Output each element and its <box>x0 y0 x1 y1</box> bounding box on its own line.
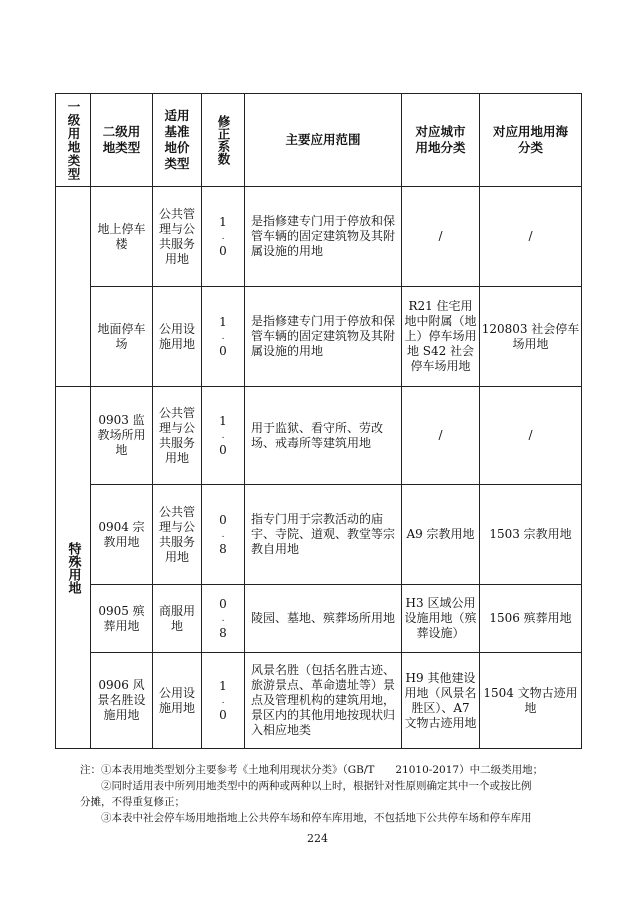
level2-cell: 地上停车楼 <box>91 187 153 287</box>
price-type-cell: 公用设施用地 <box>153 287 202 387</box>
coef-cell: 1 . 0 <box>202 653 245 749</box>
note-line: ②同时适用表中所列用地类型中的两种或两种以上时，根据针对性原则确定其中一个或按比例 <box>80 780 532 792</box>
scope-cell: 陵园、墓地、殡葬场所用地 <box>245 585 402 653</box>
note-line: ③本表中社会停车场用地指地上公共停车场和停车库用地，不包括地下公共停车场和停车库用 <box>80 812 532 824</box>
header-coef: 修正系数 <box>202 94 245 187</box>
price-type-cell: 公共管理与公共服务用地 <box>153 187 202 287</box>
level1-cell <box>56 187 91 387</box>
level2-cell: 0906 风景名胜设施用地 <box>91 653 153 749</box>
scope-cell: 是指修建专门用于停放和保管车辆的固定建筑物及其附属设施的用地 <box>245 187 402 287</box>
table-row <box>56 387 582 485</box>
price-type-cell: 商服用地 <box>153 585 202 653</box>
sea-class-cell: / <box>480 387 582 485</box>
sea-class-cell: / <box>480 187 582 287</box>
coef-cell: 0 . 8 <box>202 585 245 653</box>
header-level2: 二级用地类型 <box>91 94 153 187</box>
table-notes <box>80 762 560 826</box>
scope-cell: 风景名胜（包括名胜古迹、旅游景点、革命遗址等）景点及管理机构的建筑用地，景区内的其他用地按现状归入相应地类 <box>245 653 402 749</box>
level2-cell: 0904 宗教用地 <box>91 485 153 585</box>
header-price-type: 适用基准地价类型 <box>153 94 202 187</box>
city-class-cell: H9 其他建设用地（风景名胜区）、A7 文物古迹用地 <box>402 653 480 749</box>
scope-cell: 是指修建专门用于停放和保管车辆的固定建筑物及其附属设施的用地 <box>245 287 402 387</box>
table-row <box>56 287 582 387</box>
sea-class-cell: 120803 社会停车场用地 <box>480 287 582 387</box>
table-row <box>56 653 582 749</box>
city-class-cell: H3 区域公用设施用地（殡葬设施） <box>402 585 480 653</box>
header-level1: 一级用地类型 <box>56 94 91 187</box>
sea-class-cell: 1503 宗教用地 <box>480 485 582 585</box>
coef-cell: 1 . 0 <box>202 287 245 387</box>
note-line: 注：①本表用地类型划分主要参考《土地利用现状分类》（GB/T 21010-2017）中二级类用地； <box>80 764 544 776</box>
land-use-table <box>55 93 582 749</box>
header-sea-class: 对应用地用海分类 <box>480 94 582 187</box>
page-number: 224 <box>307 832 328 845</box>
city-class-cell: R21 住宅用地中附属（地上）停车场用地 S42 社会停车场用地 <box>402 287 480 387</box>
header-city-class: 对应城市用地分类 <box>402 94 480 187</box>
level1-cell: 特殊用地 <box>56 387 91 749</box>
table-row <box>56 585 582 653</box>
level2-cell: 0905 殡葬用地 <box>91 585 153 653</box>
coef-cell: 1 . 0 <box>202 387 245 485</box>
sea-class-cell: 1506 殡葬用地 <box>480 585 582 653</box>
price-type-cell: 公用设施用地 <box>153 653 202 749</box>
table-header-row <box>56 94 582 187</box>
table-row <box>56 187 582 287</box>
level2-cell: 0903 监教场所用地 <box>91 387 153 485</box>
city-class-cell: / <box>402 187 480 287</box>
coef-cell: 0 . 8 <box>202 485 245 585</box>
sea-class-cell: 1504 文物古迹用地 <box>480 653 582 749</box>
table-row <box>56 485 582 585</box>
city-class-cell: A9 宗教用地 <box>402 485 480 585</box>
city-class-cell: / <box>402 387 480 485</box>
note-line: 分摊，不得重复修正； <box>80 796 185 808</box>
price-type-cell: 公共管理与公共服务用地 <box>153 387 202 485</box>
scope-cell: 用于监狱、看守所、劳改场、戒毒所等建筑用地 <box>245 387 402 485</box>
price-type-cell: 公共管理与公共服务用地 <box>153 485 202 585</box>
level2-cell: 地面停车场 <box>91 287 153 387</box>
coef-cell: 1 . 0 <box>202 187 245 287</box>
scope-cell: 指专门用于宗教活动的庙宇、寺院、道观、教堂等宗教自用地 <box>245 485 402 585</box>
header-scope: 主要应用范围 <box>245 94 402 187</box>
